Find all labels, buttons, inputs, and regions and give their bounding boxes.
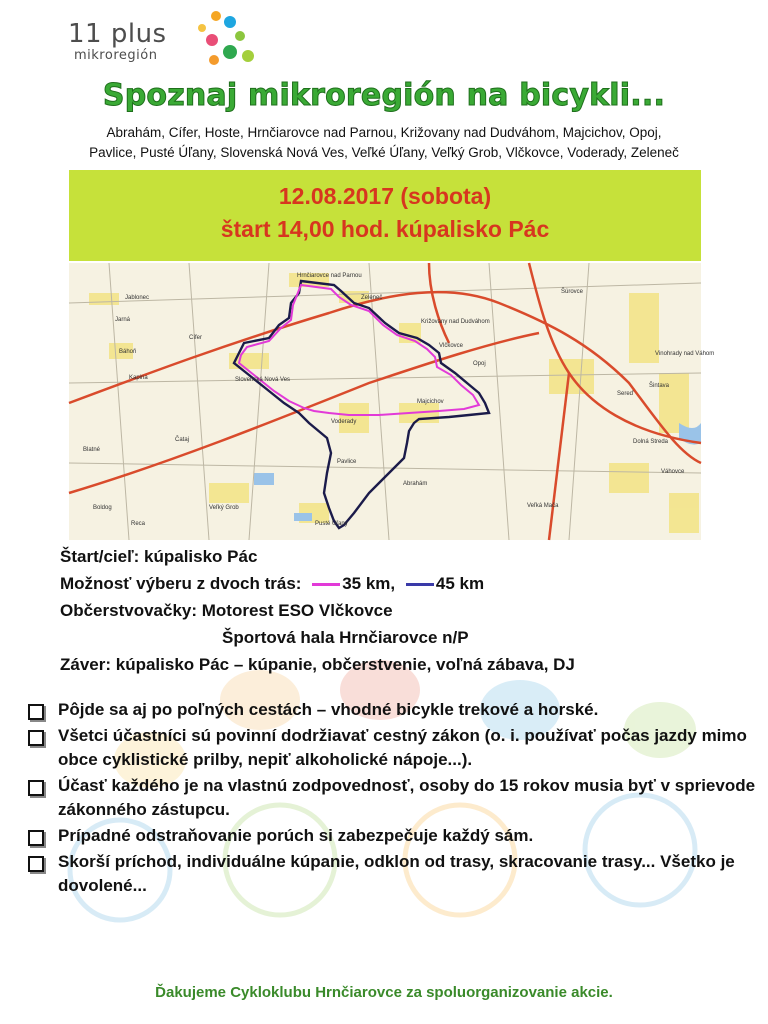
event-start: štart 14,00 hod. kúpalisko Pác [220, 216, 550, 242]
rule-text: Všetci účastníci sú povinní dodržiavať cestný zákon (o. i. používať počas jazdy mimo obce cyklistické prilby, nepiť alkoholické nápoje...). [58, 726, 747, 769]
checkbox-icon [28, 856, 44, 872]
map-label: Opoj [473, 361, 486, 367]
list-item [26, 850, 756, 898]
map-label: Pusté Úľany [315, 521, 348, 527]
rule-text: Účasť každého je na vlastnú zodpovednosť, osoby do 15 rokov musia byť v sprievode zákonného zástupcu. [58, 776, 756, 819]
checkbox-icon [28, 780, 44, 796]
map-label: Abrahám [403, 481, 428, 487]
route-35-legend-line [312, 583, 340, 586]
map-label: Boldog [93, 505, 112, 511]
logo-text-main: 11 plus [68, 19, 167, 49]
villages-list [30, 123, 738, 163]
logo [68, 8, 268, 78]
checkbox-icon [28, 830, 44, 846]
route-options-label: Možnosť výberu z dvoch trás: [60, 574, 302, 593]
refreshments: Občerstvovačky: Motorest ESO Vlčkovce [60, 601, 393, 620]
list-item [26, 698, 756, 722]
rule-text: Skorší príchod, individuálne kúpanie, odklon od trasy, skracovanie trasy... Všetko je dovolené... [58, 852, 735, 895]
map-label: Jarná [115, 317, 131, 323]
map-label: Šúrovce [561, 289, 584, 295]
villages-line: Pavlice, Pusté Úľany, Slovenská Nová Ves, Veľké Úľany, Veľký Grob, Vlčkovce, Voderady, Zeleneč [89, 145, 679, 160]
route-45-legend-line [406, 583, 434, 586]
map-label: Hrnčiarovce nad Parnou [297, 273, 362, 279]
map-label: Kapina [129, 375, 148, 381]
map-label: Jablonec [125, 295, 150, 301]
route-45-label: 45 km [435, 574, 485, 593]
map-label: Veľký Grob [209, 505, 239, 511]
map-label: Reca [131, 521, 146, 527]
map-label: Pavlice [337, 459, 357, 465]
map-label: Blatné [83, 447, 101, 453]
map-label: Váhovce [661, 469, 685, 475]
refreshments-2: Športová hala Hrnčiarovce n/P [222, 628, 469, 647]
map-label: Veľká Mača [527, 503, 559, 509]
rule-text: Prípadné odstraňovanie porúch si zabezpečuje každý sám. [58, 826, 534, 845]
page-title: Spoznaj mikroregión na bicykli... [102, 78, 666, 113]
event-date: 12.08.2017 (sobota) [278, 183, 492, 209]
map-svg [69, 263, 715, 540]
checkbox-icon [28, 730, 44, 746]
logo-dots-icon [186, 8, 266, 78]
list-item [26, 724, 756, 772]
rule-text: Pôjde sa aj po poľných cestách – vhodné bicykle trekové a horské. [58, 700, 599, 719]
map-label: Cífer [189, 335, 203, 341]
map-label: Slovenská Nová Ves [235, 377, 291, 383]
map-label: Šintava [649, 383, 670, 389]
route-map [69, 263, 715, 540]
rules-list [26, 698, 756, 900]
route-options [60, 570, 575, 597]
list-item [26, 774, 756, 822]
list-item [26, 824, 756, 848]
map-label: Majcichov [417, 399, 444, 405]
date-banner [69, 170, 701, 261]
map-label: Sereď [617, 391, 634, 397]
route-35-label: 35 km, [342, 574, 396, 593]
logo-text-sub: mikroregión [74, 48, 158, 63]
map-label: Dolná Streda [633, 439, 669, 445]
checkbox-icon [28, 704, 44, 720]
start-finish: Štart/cieľ: kúpalisko Pác [60, 547, 258, 566]
map-label: Križovany nad Dudváhom [421, 319, 490, 325]
map-label: Zeleneč [361, 295, 383, 301]
map-label: Vlčkovce [439, 343, 464, 349]
map-label: Vinohrady nad Váhom [655, 351, 715, 357]
map-label: Báhoň [119, 349, 137, 355]
villages-line: Abrahám, Cífer, Hoste, Hrnčiarovce nad Parnou, Križovany nad Dudváhom, Majcichov, Opoj, [106, 125, 662, 140]
thanks-note: Ďakujeme Cykloklubu Hrnčiarovce za spoluorganizovanie akcie. [155, 984, 613, 1001]
map-label: Čataj [175, 437, 190, 443]
event-info [60, 543, 575, 678]
map-label: Voderady [331, 419, 357, 425]
finale: Záver: kúpalisko Pác – kúpanie, občerstvenie, voľná zábava, DJ [60, 655, 575, 674]
